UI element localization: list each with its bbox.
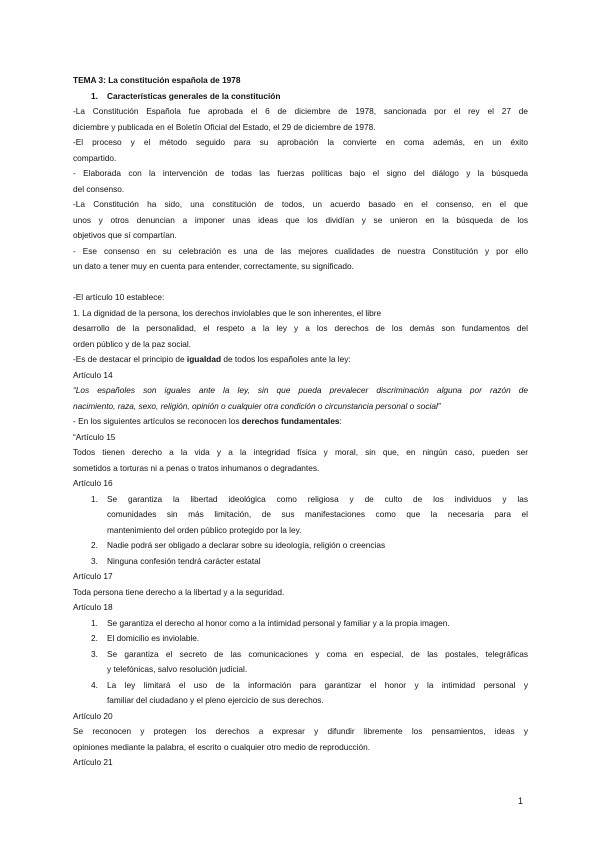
paragraph-line: opiniones mediante la palabra, el escrito o cualquier otro medio de reproducción. — [73, 741, 371, 752]
paragraph-line: sometidos a torturas ni a penas o tratos inhumanos o degradantes. — [73, 462, 320, 473]
paragraph-line: -El proceso y el método seguido para su aprobación la convierte en coma además, en un éxito — [73, 137, 528, 147]
paragraph-line: Se reconocen y protegen los derechos a expresar y difundir libremente los pensamientos, ideas y — [73, 726, 528, 736]
paragraph-line: desarrollo de la personalidad, el respeto a la ley y a los derechos de los demás son fundamentos del — [73, 323, 528, 333]
equality-principle-line: -Es de destacar el principio de igualdad de todos los españoles ante la ley: — [73, 354, 351, 364]
list-item: 3. Se garantiza el secreto de las comunicaciones y coma en especial, de las postales, telegráficas — [91, 648, 528, 659]
list-item: 1. Se garantiza la libertad ideológica como religiosa y de culto de los individuos y las — [91, 493, 528, 504]
list-item: 1. Se garantiza el derecho al honor como a la intimidad personal y familiar y a la propia imagen. — [91, 617, 450, 628]
spacer — [73, 275, 528, 291]
list-item-continuation: y telefónicas, salvo resolución judicial. — [107, 664, 248, 674]
list-item: 3. Ninguna confesión tendrá carácter estatal — [91, 555, 261, 566]
paragraph-line: unos y otros denuncian a imponer unas ideas que los dividían y se unieron en la búsqueda de los — [73, 214, 528, 225]
paragraph-line: - Ese consenso en su celebración es una de las mejores cualidades de nuestra Constitución y por ello — [73, 245, 528, 256]
paragraph-line: Todos tienen derecho a la vida y a la integridad física y moral, sin que, en ningún caso, pueden ser — [73, 447, 528, 457]
paragraph-line: 1. La dignidad de la persona, los derechos inviolables que le son inherentes, el libre — [73, 307, 382, 318]
paragraph-line: -La Constitución Española fue aprobada el 6 de diciembre de 1978, sancionada por el rey el 27 de — [73, 106, 528, 116]
article-heading: Artículo 14 — [73, 369, 113, 380]
paragraph-line: del consenso. — [73, 183, 125, 194]
list-item-continuation: comunidades sin más limitación, de sus manifestaciones como que la necesaria para el — [107, 509, 528, 519]
fundamental-rights-line: - En los siguientes artículos se reconocen los derechos fundamentales: — [73, 416, 342, 426]
paragraph-line: - Elaborada con la intervención de todas las fuerzas políticas bajo el signo del diálogo y la búsqueda — [73, 168, 528, 178]
paragraph-line: compartido. — [73, 152, 117, 163]
paragraph-line: Toda persona tiene derecho a la libertad y a la seguridad. — [73, 586, 285, 597]
quote-line: nacimiento, raza, sexo, religión, opinión o cualquier otra condición o circunstancia personal o social” — [73, 400, 441, 411]
list-item: 2. El domicilio es inviolable. — [91, 633, 200, 643]
article-heading: Artículo 18 — [73, 602, 113, 612]
paragraph-line: diciembre y publicada en el Boletín Oficial del Estado, el 29 de diciembre de 1978. — [73, 121, 376, 132]
article-heading: “Artículo 15 — [73, 431, 116, 442]
paragraph-line: -La Constitución ha sido, una constitución de todos, un acuerdo basado en el consenso, en el que — [73, 199, 528, 209]
article-heading: Artículo 17 — [73, 571, 113, 581]
section-heading: 1. Características generales de la constitución — [91, 90, 281, 101]
article-heading: Artículo 16 — [73, 478, 113, 488]
quote-line: “Los españoles son iguales ante la ley, sin que pueda prevalecer discriminación alguna por razón de — [73, 385, 528, 395]
article-10-intro: -El artículo 10 establece: — [73, 292, 165, 302]
page-number: 1 — [518, 796, 524, 806]
list-item: 2. Nadie podrá ser obligado a declarar sobre su ideología, religión o creencias — [91, 540, 386, 550]
article-heading: Artículo 20 — [73, 710, 113, 721]
paragraph-line: orden público y de la paz social. — [73, 338, 192, 349]
document-title: TEMA 3: La constitución española de 1978 — [73, 75, 241, 85]
list-item: 4. La ley limitará el uso de la información para garantizar el honor y la intimidad personal y — [91, 679, 528, 690]
paragraph-line: un dato a tener muy en cuenta para entender, correctamente, su significado. — [73, 261, 354, 271]
page-content — [73, 73, 528, 771]
paragraph-line: objetivos que sí compartían. — [73, 230, 177, 240]
article-heading: Artículo 21 — [73, 757, 113, 767]
list-item-continuation: familiar del ciudadano y el pleno ejercicio de sus derechos. — [107, 695, 324, 705]
list-item-continuation: mantenimiento del orden público protegido por la ley. — [107, 524, 302, 535]
